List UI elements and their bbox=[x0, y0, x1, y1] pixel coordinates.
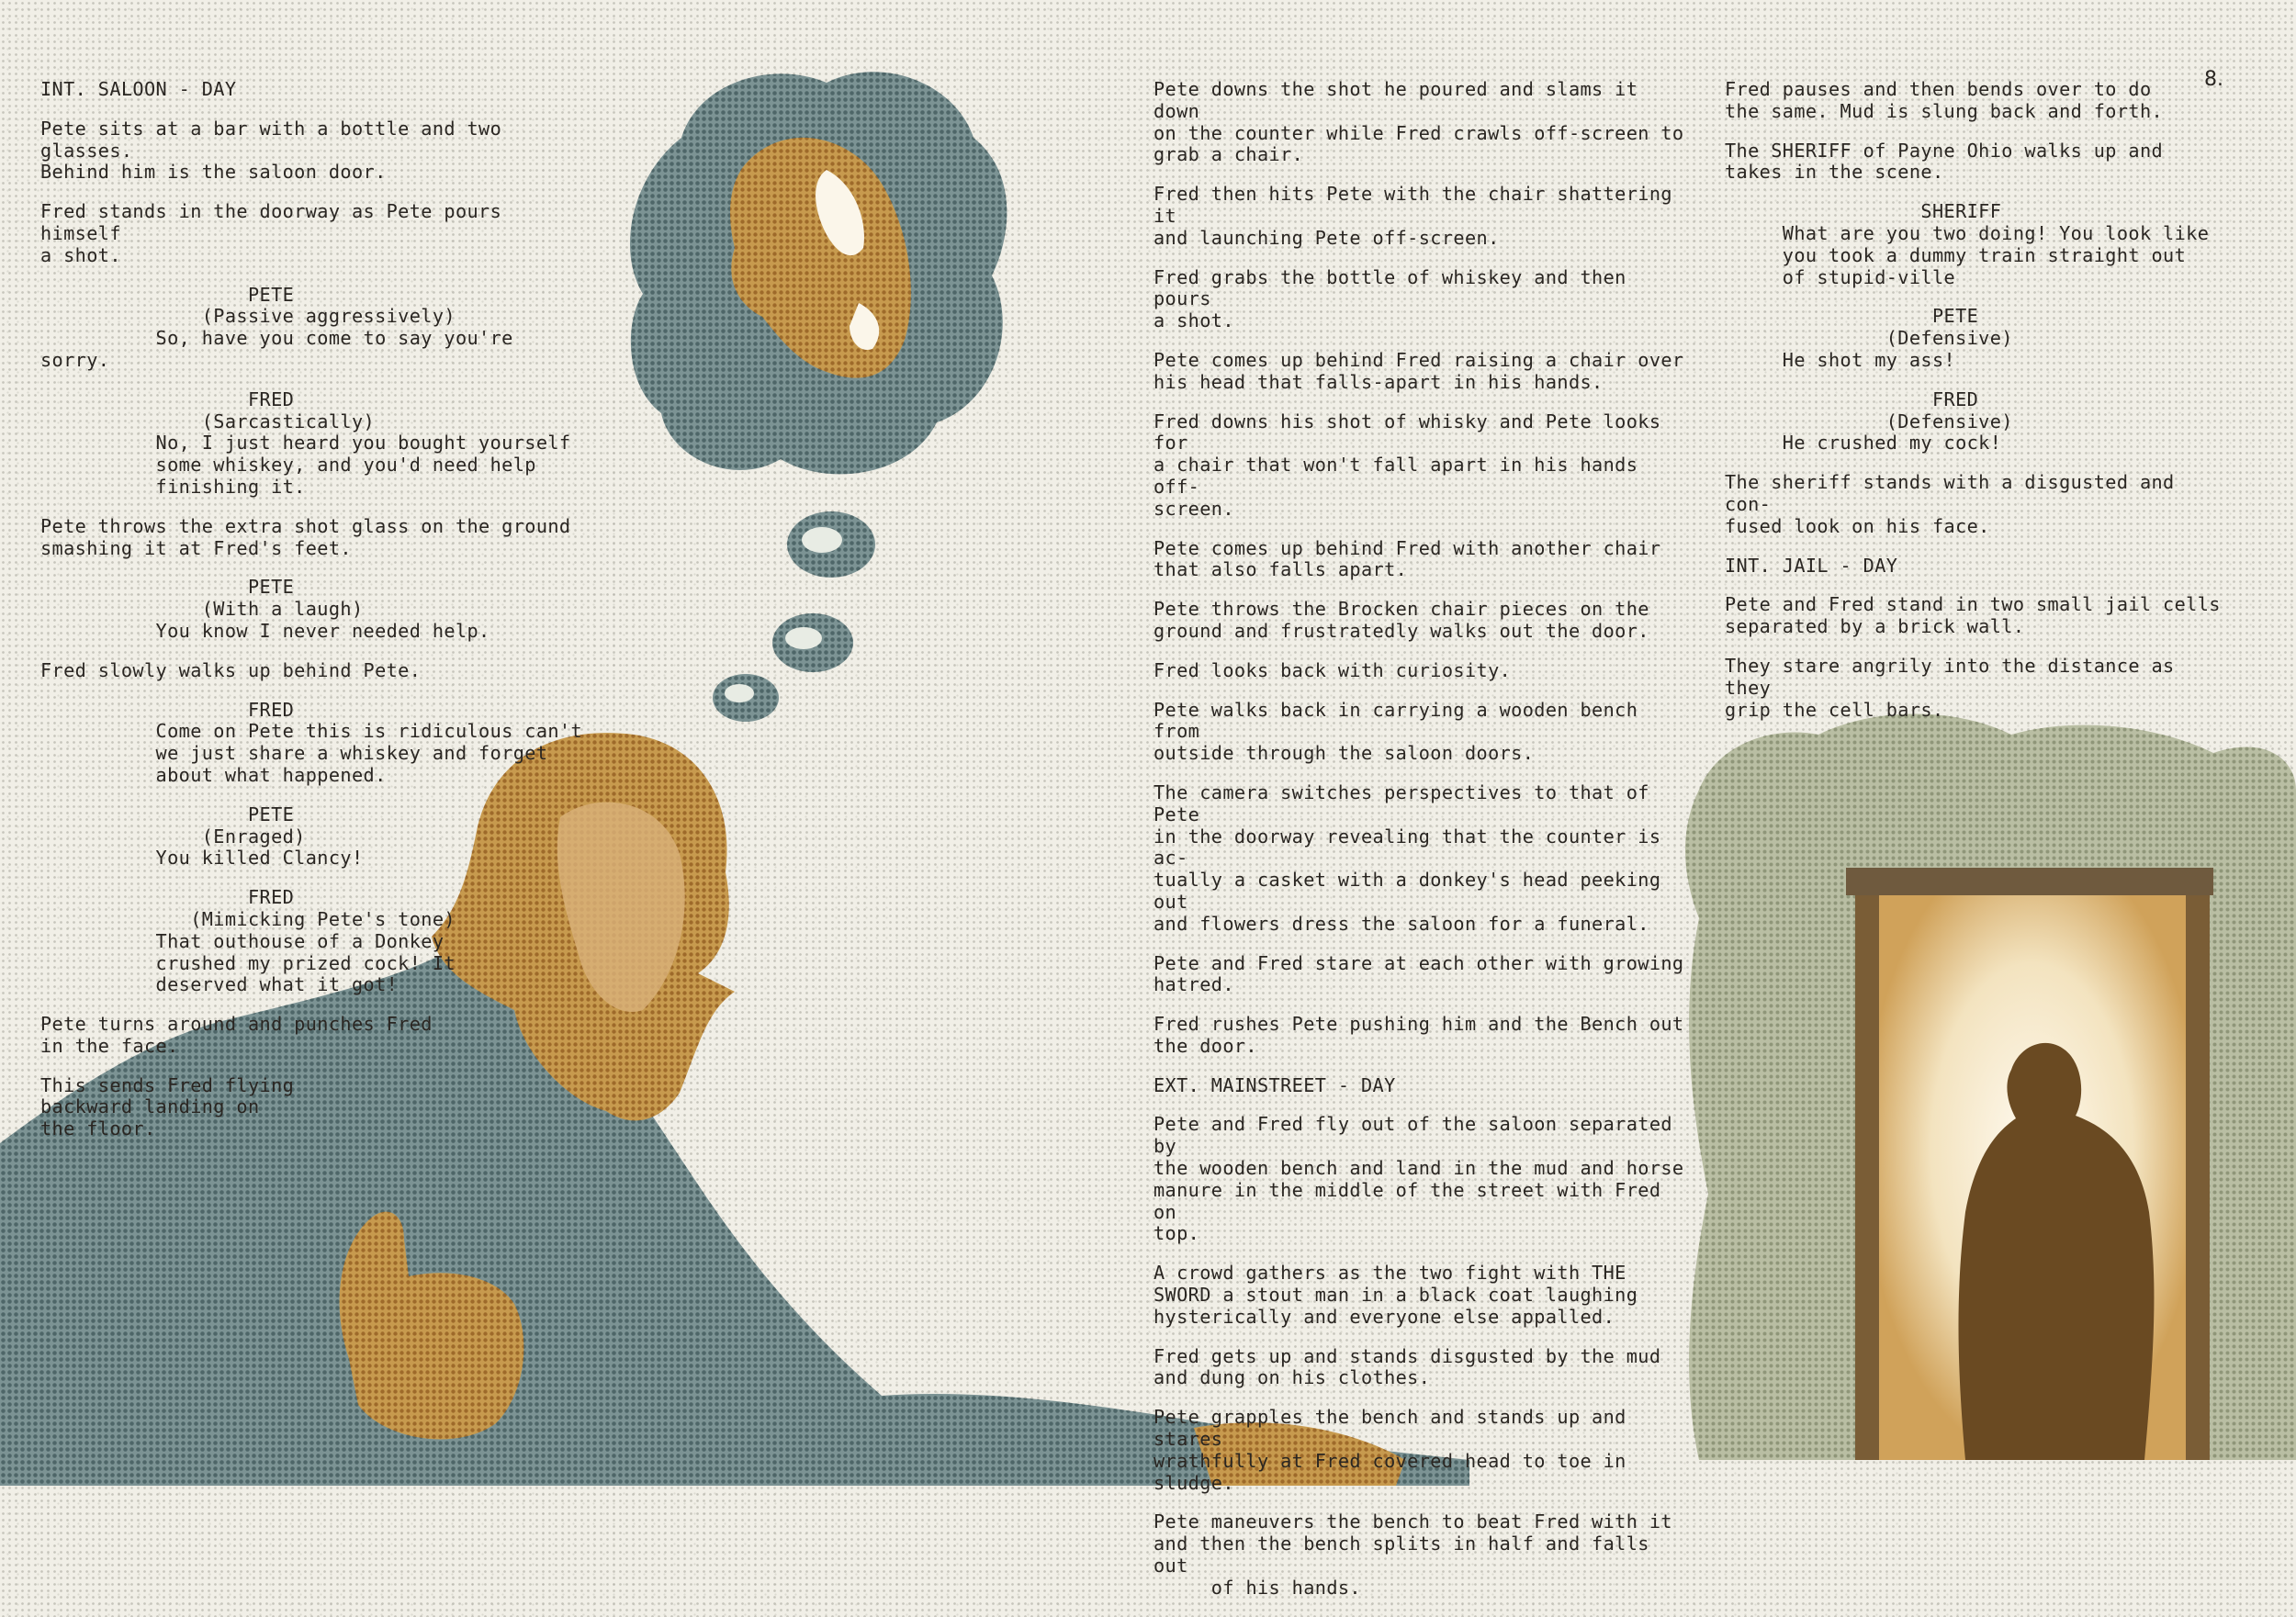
action-line: Pete and Fred stare at each other with growing hatred. bbox=[1154, 951, 1684, 996]
character-name: PETE bbox=[40, 803, 295, 825]
script-column-middle bbox=[1154, 79, 1695, 1617]
action-line: They stare angrily into the distance as they grip the cell bars. bbox=[1725, 654, 2175, 721]
script-column-right bbox=[1725, 79, 2221, 738]
dialogue-block bbox=[40, 285, 591, 372]
doorway-scene bbox=[1685, 714, 2296, 1461]
action-line: Pete sits at a bar with a bottle and two glasses. Behind him is the saloon door. bbox=[40, 117, 502, 184]
action-line: Pete and Fred fly out of the saloon separated by the wooden bench and land in the mud and horse manure in the middle of the street with Fred on top. bbox=[1154, 1113, 1684, 1245]
character-name: PETE bbox=[1725, 305, 1979, 328]
action-line: A crowd gathers as the two fight with THE SWORD a stout man in a black coat laughing hysterically and everyone else appalled. bbox=[1154, 1262, 1638, 1328]
character-name: PETE bbox=[40, 576, 295, 599]
character-name: FRED bbox=[40, 886, 295, 909]
dialogue-block bbox=[40, 389, 591, 499]
script-column-left bbox=[40, 79, 591, 1158]
dialogue-line: What are you two doing! You look like you took a dummy train straight out of stupid-ville bbox=[1782, 221, 2210, 288]
parenthetical: (Sarcastically) bbox=[40, 410, 376, 432]
parenthetical: (Enraged) bbox=[40, 825, 306, 848]
dialogue-line: He crushed my cock! bbox=[1725, 432, 2002, 455]
action-line: Pete turns around and punches Fred in the face. bbox=[40, 1013, 433, 1057]
scene-heading: EXT. MAINSTREET - DAY bbox=[1154, 1073, 1396, 1096]
dialogue-block bbox=[1725, 389, 2221, 455]
action-line: Pete grapples the bench and stands up and stares wrathfully at Fred covered head to toe in sludge. bbox=[1154, 1406, 1626, 1494]
dialogue-block bbox=[40, 804, 591, 870]
dialogue-block bbox=[1725, 306, 2221, 371]
action-line: Pete comes up behind Fred with another chair that also falls apart. bbox=[1154, 536, 1661, 581]
dialogue-block bbox=[40, 700, 591, 787]
action-line: Fred slowly walks up behind Pete. bbox=[40, 658, 422, 681]
parenthetical: (Defensive) bbox=[1725, 410, 2013, 432]
dialogue-line: That outhouse of a Donkey crushed my prized cock! It deserved what it got! bbox=[155, 929, 456, 996]
action-line: Pete downs the shot he poured and slams it down on the counter while Fred crawls off-screen to grab a chair. bbox=[1154, 78, 1684, 166]
dialogue-block bbox=[40, 577, 591, 642]
character-name: SHERIFF bbox=[1725, 200, 2002, 223]
action-line: Pete comes up behind Fred raising a chair over his head that falls-apart in his hands. bbox=[1154, 348, 1684, 393]
action-line: Pete throws the extra shot glass on the ground smashing it at Fred's feet. bbox=[40, 514, 571, 559]
character-name: FRED bbox=[40, 698, 295, 721]
action-line: This sends Fred flying backward landing on the floor. bbox=[40, 1073, 295, 1140]
character-name: FRED bbox=[1725, 387, 1979, 410]
dialogue-line: He shot my ass! bbox=[1725, 348, 1956, 371]
action-line: Pete throws the Brocken chair pieces on the ground and frustratedly walks out the door. bbox=[1154, 598, 1649, 642]
action-line: Fred downs his shot of whisky and Pete looks for a chair that won't fall apart in his hands off- screen. bbox=[1154, 410, 1661, 520]
dialogue-line: You know I never needed help. bbox=[40, 619, 490, 642]
action-line: Fred then hits Pete with the chair shattering it and launching Pete off-screen. bbox=[1154, 183, 1672, 249]
parenthetical: (Mimicking Pete's tone) bbox=[40, 907, 456, 930]
page-number: 8. bbox=[2204, 68, 2223, 91]
thought-bubble bbox=[630, 72, 1007, 722]
action-line: Fred rushes Pete pushing him and the Bench out the door. bbox=[1154, 1013, 1684, 1057]
scene-heading: INT. JAIL - DAY bbox=[1725, 554, 1898, 577]
action-line: Fred looks back with curiosity. bbox=[1154, 658, 1512, 681]
action-line: Pete walks back in carrying a wooden bench from outside through the saloon doors. bbox=[1154, 698, 1638, 765]
parenthetical: (With a laugh) bbox=[40, 598, 364, 621]
dialogue-line: No, I just heard you bought yourself some whiskey, and you'd need help finishing it. bbox=[155, 432, 571, 498]
dialogue-block bbox=[1725, 201, 2221, 288]
action-line: Fred gets up and stands disgusted by the mud and dung on his clothes. bbox=[1154, 1344, 1661, 1389]
action-line: Pete maneuvers the bench to beat Fred with it and then the bench splits in half and falls out of his hands. bbox=[1154, 1510, 1672, 1599]
parenthetical: (Passive aggressively) bbox=[40, 305, 456, 328]
action-line: Pete and Fred stand in two small jail cells separated by a brick wall. bbox=[1725, 593, 2221, 638]
action-line: Fred grabs the bottle of whiskey and then pours a shot. bbox=[1154, 265, 1626, 332]
action-line: The camera switches perspectives to that of Pete in the doorway revealing that the counter is ac- tually a casket with a donkey's head peeking out and flowers dress the saloon for a funeral. bbox=[1154, 780, 1661, 935]
action-line: Fred pauses and then bends over to do the same. Mud is slung back and forth. bbox=[1725, 78, 2164, 122]
dialogue-line: So, have you come to say you're sorry. bbox=[40, 327, 513, 371]
character-name: PETE bbox=[40, 283, 295, 306]
dialogue-line: Come on Pete this is ridiculous can't we just share a whiskey and forget about what happened. bbox=[155, 720, 583, 786]
action-line: Fred stands in the doorway as Pete pours himself a shot. bbox=[40, 200, 502, 266]
dialogue-block bbox=[40, 887, 591, 996]
action-line: The SHERIFF of Payne Ohio walks up and takes in the scene. bbox=[1725, 139, 2164, 184]
character-name: FRED bbox=[40, 387, 295, 410]
action-line: The sheriff stands with a disgusted and con- fused look on his face. bbox=[1725, 471, 2175, 537]
scene-heading: INT. SALOON - DAY bbox=[40, 78, 237, 100]
dialogue-line: You killed Clancy! bbox=[40, 847, 364, 870]
parenthetical: (Defensive) bbox=[1725, 327, 2013, 350]
